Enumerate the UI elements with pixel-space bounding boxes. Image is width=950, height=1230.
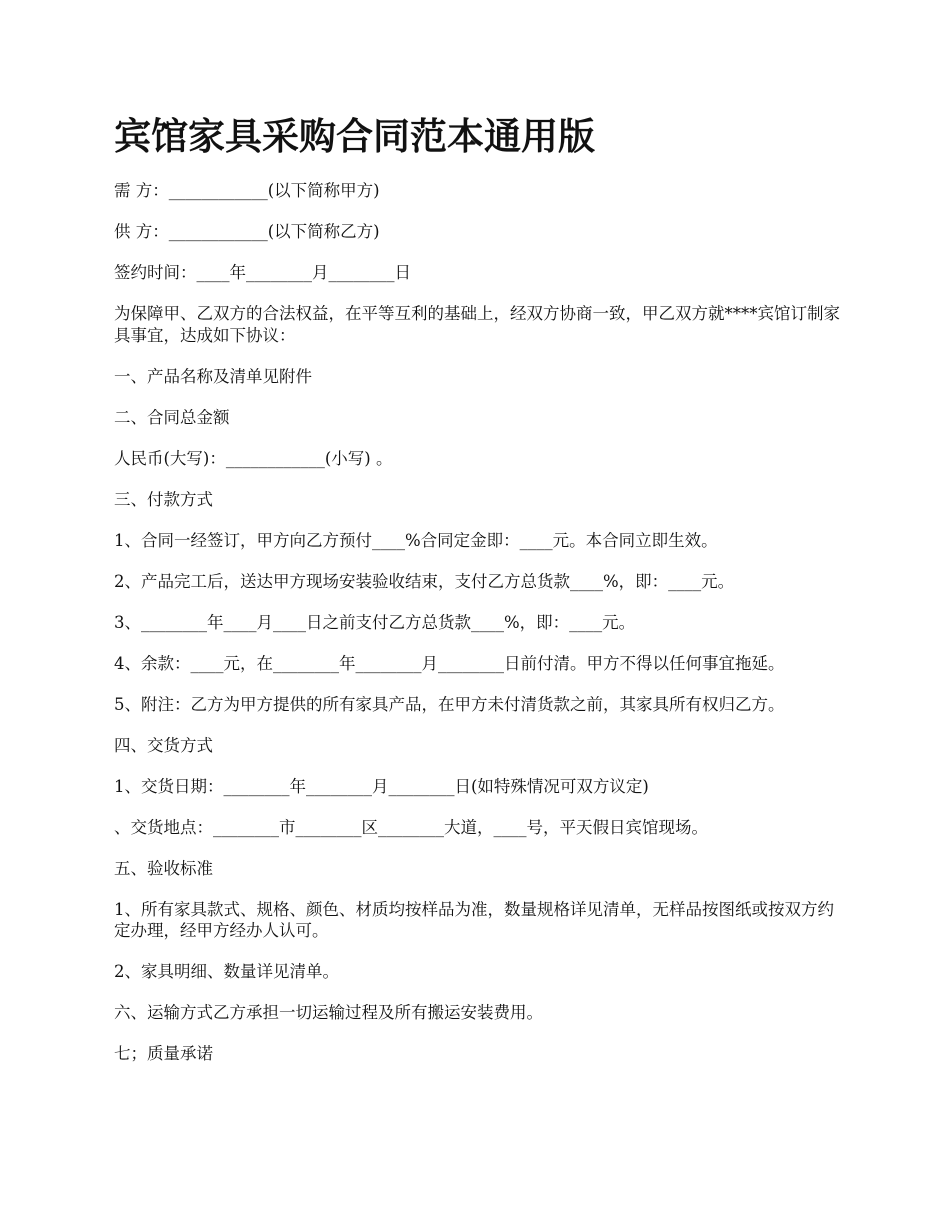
document-title: 宾馆家具采购合同范本通用版 xyxy=(114,114,595,158)
section-heading: 四、交货方式 xyxy=(114,735,213,755)
section-heading: 二、合同总金额 xyxy=(114,407,230,427)
clause-paragraph: 2、家具明细、数量详见清单。 xyxy=(114,962,339,981)
amount-line: 人民币(大写)：____________(小写) 。 xyxy=(114,448,393,468)
section-heading: 六、运输方式乙方承担一切运输过程及所有搬运安装费用。 xyxy=(114,1003,543,1022)
clause-paragraph: 4、余款：____元，在________年________月________日前付清。甲方不得以任何事宜拖延。 xyxy=(114,653,785,673)
clause-paragraph: 5、附注：乙方为甲方提供的所有家具产品，在甲方未付清货款之前，其家具所有权归乙方。 xyxy=(114,694,785,714)
signing-date-line: 签约时间：____年________月________日 xyxy=(114,263,411,282)
clause-paragraph: 1、合同一经签订，甲方向乙方预付____%合同定金即：____元。本合同立即生效。 xyxy=(114,530,718,550)
clause-paragraph: 2、产品完工后，送达甲方现场安装验收结束，支付乙方总货款____%，即：____元。 xyxy=(114,571,735,591)
party-b-line: 供 方：____________(以下简称乙方) xyxy=(114,222,380,241)
section-heading: 七；质量承诺 xyxy=(114,1044,213,1063)
clause-paragraph: 3、________年____月____日之前支付乙方总货款____%，即：____元。 xyxy=(114,612,636,632)
section-heading: 一、产品名称及清单见附件 xyxy=(114,366,312,386)
document-body xyxy=(114,180,840,1084)
party-a-line: 需 方：____________(以下简称甲方) xyxy=(114,181,380,200)
clause-paragraph: 、交货地点：________市________区________大道，____号，平天假日宾馆现场。 xyxy=(114,817,708,837)
section-heading: 三、付款方式 xyxy=(114,489,213,509)
clause-paragraph: 1、交货日期：________年________月________日(如特殊情况可双方议定) xyxy=(114,776,649,796)
clause-paragraph: 1、所有家具款式、规格、颜色、材质均按样品为准，数量规格详见清单，无样品按图纸或按双方约定办理，经甲方经办人认可。 xyxy=(114,899,834,940)
section-heading: 五、验收标准 xyxy=(114,858,213,878)
preamble-paragraph: 为保障甲、乙双方的合法权益，在平等互利的基础上，经双方协商一致，甲乙双方就****宾馆订制家具事宜，达成如下协议： xyxy=(114,304,840,345)
